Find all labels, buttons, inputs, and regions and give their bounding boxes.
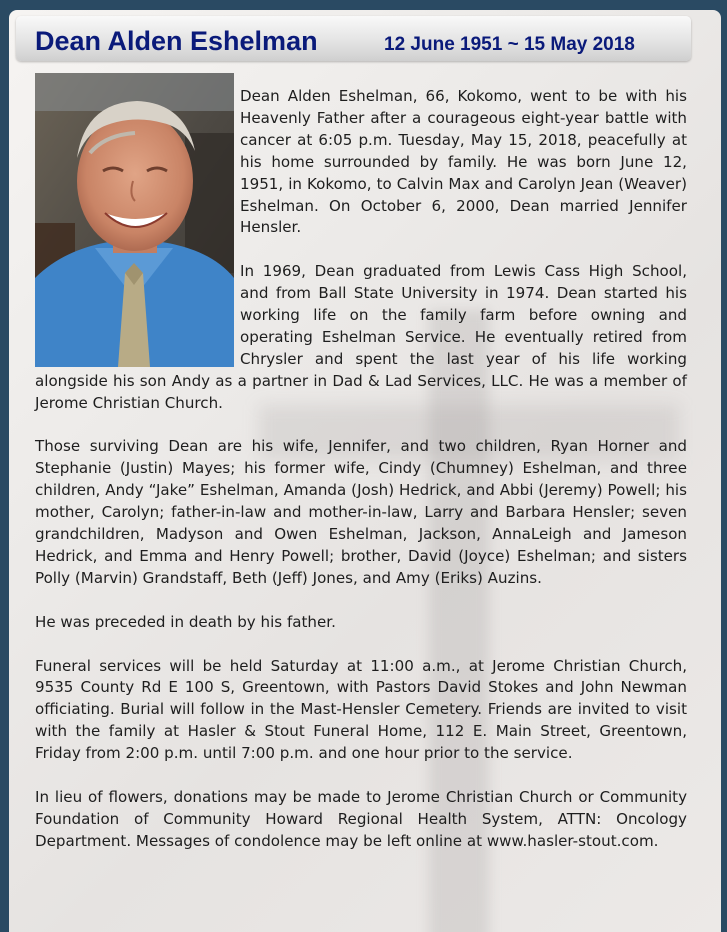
paragraph-career: In 1969, Dean graduated from Lewis Cass High School, and from Ball State University in 1974. Dean started his working life on the family farm before owning and operating Eshelman Service. He eventually retired from Chrysler and spent the last year of his life working alongside his son Andy as a partner in Dad & Lad Services, LLC. He was a member of Jerome Christian Church. — [35, 262, 687, 412]
deceased-name: Dean Alden Eshelman — [35, 26, 318, 56]
obituary-card — [9, 10, 721, 932]
life-dates: 12 June 1951 ~ 15 May 2018 — [384, 34, 635, 55]
paragraph-services: Funeral services will be held Saturday at 11:00 a.m., at Jerome Christian Church, 9535 County Rd E 100 S, Greentown, with Pastors David Stokes and John Newman officiating. Burial will follow in the Mast-Hensler Cemetery. Friends are invited to visit with the family at Hasler & Stout Funeral Home, 112 E. Main Street, Greentown, Friday from 2:00 p.m. until 7:00 p.m. and one hour prior to the service. — [35, 656, 687, 763]
title-bar — [16, 16, 691, 61]
obituary-text — [35, 86, 687, 875]
paragraph-preceded: He was preceded in death by his father. — [35, 612, 336, 631]
paragraph-survivors: Those surviving Dean are his wife, Jennifer, and two children, Ryan Horner and Stephanie (Justin) Mayes; his former wife, Cindy (Chumney) Eshelman, and three children, Andy “Jake” Eshelman, Amanda (Josh) Hedrick, and Abbi (Jeremy) Powell; his mother, Carolyn; father-in-law and mother-in-law, Larry and Barbara Hensler; seven grandchildren, Madyson and Owen Eshelman, Jackson, AnnaLeigh and Jameson Hedrick, and Emma and Henry Powell; brother, David (Joyce) Eshelman; and sisters Polly (Marvin) Grandstaff, Beth (Jeff) Jones, and Amy (Eriks) Auzins. — [35, 437, 687, 587]
photo-spacer — [35, 86, 240, 369]
paragraph-donations: In lieu of flowers, donations may be made to Jerome Christian Church or Community Foundation of Community Howard Regional Health System, ATTN: Oncology Department. Messages of condolence may be left online at www.hasler-stout.com. — [35, 787, 687, 850]
paragraph-announcement: Dean Alden Eshelman, 66, Kokomo, went to be with his Heavenly Father after a courageous eight-year battle with cancer at 6:05 p.m. Tuesday, May 15, 2018, peacefully at his home surrounded by family. He was born June 12, 1951, in Kokomo, to Calvin Max and Carolyn Jean (Weaver) Eshelman. On October 6, 2000, Dean married Jennifer Hensler. — [240, 87, 687, 237]
